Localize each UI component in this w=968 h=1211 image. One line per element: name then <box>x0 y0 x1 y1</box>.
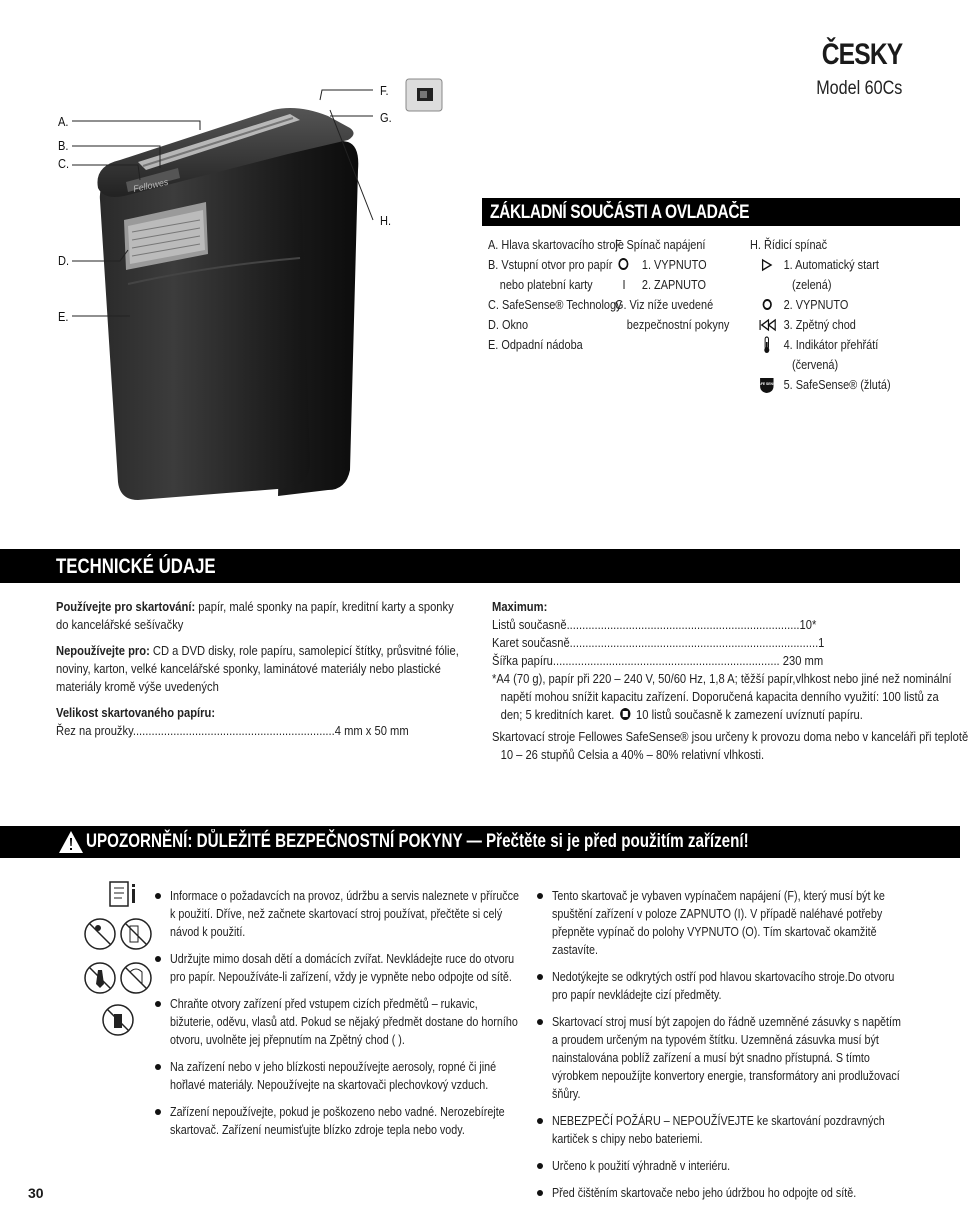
no-children-icon <box>85 919 115 949</box>
safety-item: Zařízení nepoužívejte, pokud je poškozeno nebo vadné. Nerozebírejte skartovač. Zařízení neumisťujte blízko zdroje tepla nebo vody. <box>152 1103 522 1139</box>
callout-h: H. <box>380 213 392 228</box>
control-off: 2. VYPNUTO <box>750 295 918 315</box>
part-e: E. Odpadní nádoba <box>488 337 583 352</box>
callout-d: D. <box>58 253 70 268</box>
manual-book-icon <box>405 78 443 112</box>
do-not-use-for: Nepoužívejte pro: CD a DVD disky, role papíru, samolepicí štítky, průsvitné fólie, noviny, karton, velké kancelářské sponky, laminátové materiály nebo plastické materiály kromě výše uvedených <box>56 643 459 694</box>
safety-list-right <box>534 887 904 1211</box>
max-sheets: Listů současně...........................................................................10* <box>492 617 817 632</box>
power-off: 1. VYPNUTO <box>615 255 724 275</box>
control-reverse: 3. Zpětný chod <box>750 315 918 335</box>
footnote-line-2: napětí mohou snížit kapacitu zařízení. Doporučená kapacita denního využití: 100 listů za <box>500 689 939 704</box>
footnote-line-3: den; 5 kreditních karet. 10 listů současně k zamezení uvíznutí papíru. <box>500 707 863 722</box>
tech-right-column <box>492 598 968 764</box>
no-hands-icon <box>121 919 151 949</box>
parts-list-control <box>750 235 950 395</box>
parts-list-power <box>615 235 745 335</box>
part-c: C. SafeSense® Technology <box>488 297 622 312</box>
callout-e: E. <box>58 309 69 324</box>
safety-item: Tento skartovač je vybaven vypínačem napájení (F), který musí být ke spuštění zařízení v poloze ZAPNUTO (I). V případě naléhavé potřeby přepněte vypínač do polohy VYPNUTO (O). Tím skartovač okamžitě zastavíte. <box>534 887 904 959</box>
warning-section-title: UPOZORNĚNÍ: DŮLEŽITÉ BEZPEČNOSTNÍ POKYNY — Přečtěte si je před použitím zařízení! <box>0 826 960 858</box>
thermometer-icon <box>762 336 772 354</box>
part-g-cont: bezpečnostní pokyny <box>626 317 730 332</box>
safety-item: Nedotýkejte se odkrytých ostří pod hlavou skartovacího stroje.Do otvoru pro papír nevkládejte cizí předměty. <box>534 968 904 1004</box>
parts-section-title: ZÁKLADNÍ SOUČÁSTI A OVLADAČE <box>482 198 960 226</box>
callout-g: G. <box>380 110 392 125</box>
callout-a: A. <box>58 114 69 129</box>
brand-logo: Fellowes <box>132 176 170 194</box>
shred-size-row: Řez na proužky.................................................................4 mm x 50 mm <box>56 723 409 738</box>
safety-item: Na zařízení nebo v jeho blízkosti nepoužívejte aerosoly, ropné či jiné hořlavé materiály. Nepoužívejte na skartovači plechovkový vzduch. <box>152 1058 522 1094</box>
callout-f: F. <box>380 83 389 98</box>
control-safesense: SAFE SENSE 5. SafeSense® (žlutá) <box>756 377 891 392</box>
recommended-capacity-icon <box>619 707 631 721</box>
control-auto-color: (zelená) <box>792 277 832 292</box>
part-b-cont: nebo platební karty <box>499 277 593 292</box>
footnote-line-1: *A4 (70 g), papír při 220 – 240 V, 50/60 Hz, 1,8 A; těžší papír,vlhkost nebo jiné než nominální <box>492 671 952 686</box>
safety-item: Udržujte mimo dosah dětí a domácích zvířat. Nevkládejte ruce do otvoru pro papír. Nepoužíváte-li zařízení, vždy je vypněte nebo odpojte od sítě. <box>152 950 522 986</box>
shredder-illustration <box>28 70 468 530</box>
safety-item: Chraňte otvory zařízení před vstupem cizích předmětů – rukavic, bižuterie, oděvu, vlasů atd. Pokud se nějaký předmět dostane do horního otvoru, uvolněte jej přepnutím na Zpětný chod ( ). <box>152 995 522 1049</box>
safety-item: Skartovací stroj musí být zapojen do řádně uzemněné zásuvky s napětím a proudem určeným na typovém štítku. Uzemněná zásuvka musí být nainstalována poblíž zařízení a musí být snadno přístupná. S tímto výrobkem nepoužíjte konvertory energie, transformátory ani prodlužovací šňůry. <box>534 1013 904 1103</box>
control-switch-title: H. Řídicí spínač <box>750 237 828 252</box>
callout-c: C. <box>58 156 70 171</box>
svg-text:SAFE SENSE: SAFE SENSE <box>756 381 778 387</box>
safety-item: NEBEZPEČÍ POŽÁRU – NEPOUŽÍVEJTE ke skartování pozdravných kartiček s chipy nebo bateriemi. <box>534 1112 904 1148</box>
on-line-icon: I <box>622 277 626 292</box>
reverse-icon <box>758 319 776 331</box>
power-switch-title: F. Spínač napájení <box>615 237 706 252</box>
page-number: 30 <box>28 1185 44 1201</box>
safety-item: Určeno k použití výhradně v interiéru. <box>534 1157 904 1175</box>
play-triangle-icon <box>762 259 772 271</box>
part-b: B. Vstupní otvor pro papír <box>488 257 613 272</box>
no-tie-icon <box>85 963 115 993</box>
safety-item: Informace o požadavcích na provoz, údržbu a servis naleznete v příručce k použití. Dříve, než začnete skartovací stroj používat, přečtěte si celý návod k použití. <box>152 887 522 941</box>
off-circle-icon <box>618 258 628 270</box>
no-aerosol-icon <box>103 1005 133 1035</box>
max-width: Šířka papíru......................................................................... 230 mm <box>492 653 824 668</box>
part-g: G. Viz níže uvedené <box>615 297 714 312</box>
warning-triangle-icon <box>58 830 84 854</box>
parts-list-main <box>488 235 628 355</box>
safety-item: Před čištěním skartovače nebo jeho údržbou ho odpojte od sítě. <box>534 1184 904 1202</box>
part-a: A. Hlava skartovacího stroje <box>488 237 624 252</box>
shred-size-label: Velikost skartovaného papíru: <box>56 705 216 720</box>
model-name: Model 60Cs <box>815 78 902 99</box>
tech-section-title: TECHNICKÉ ÚDAJE <box>0 549 960 583</box>
safety-icons <box>92 878 154 1048</box>
safety-list-left <box>152 887 522 1148</box>
off-circle-icon <box>763 299 772 310</box>
no-hair-icon <box>121 963 151 993</box>
power-on: I 2. ZAPNUTO <box>615 275 724 295</box>
safesense-shield-icon <box>756 376 778 394</box>
tech-left-column <box>56 598 466 740</box>
language-heading: ČESKY <box>821 38 902 71</box>
read-manual-icon <box>110 882 135 906</box>
callout-b: B. <box>58 138 69 153</box>
control-auto: 1. Automatický start <box>750 255 918 275</box>
environment-line-1: Skartovací stroje Fellowes SafeSense® jsou určeny k provozu doma nebo v kanceláři při teplotě <box>492 729 968 744</box>
max-cards: Karet současně................................................................................1 <box>492 635 825 650</box>
part-d: D. Okno <box>488 317 529 332</box>
control-overheat-color: (červená) <box>792 357 839 372</box>
control-overheat: 4. Indikátor přehřátí <box>750 335 918 355</box>
environment-line-2: 10 – 26 stupňů Celsia a 40% – 80% relativní vlhkosti. <box>500 747 765 762</box>
maximum-label: Maximum: <box>492 599 548 614</box>
use-for: Používejte pro skartování: papír, malé sponky na papír, kreditní karty a sponky do kancelářské sešívačky <box>56 599 454 632</box>
